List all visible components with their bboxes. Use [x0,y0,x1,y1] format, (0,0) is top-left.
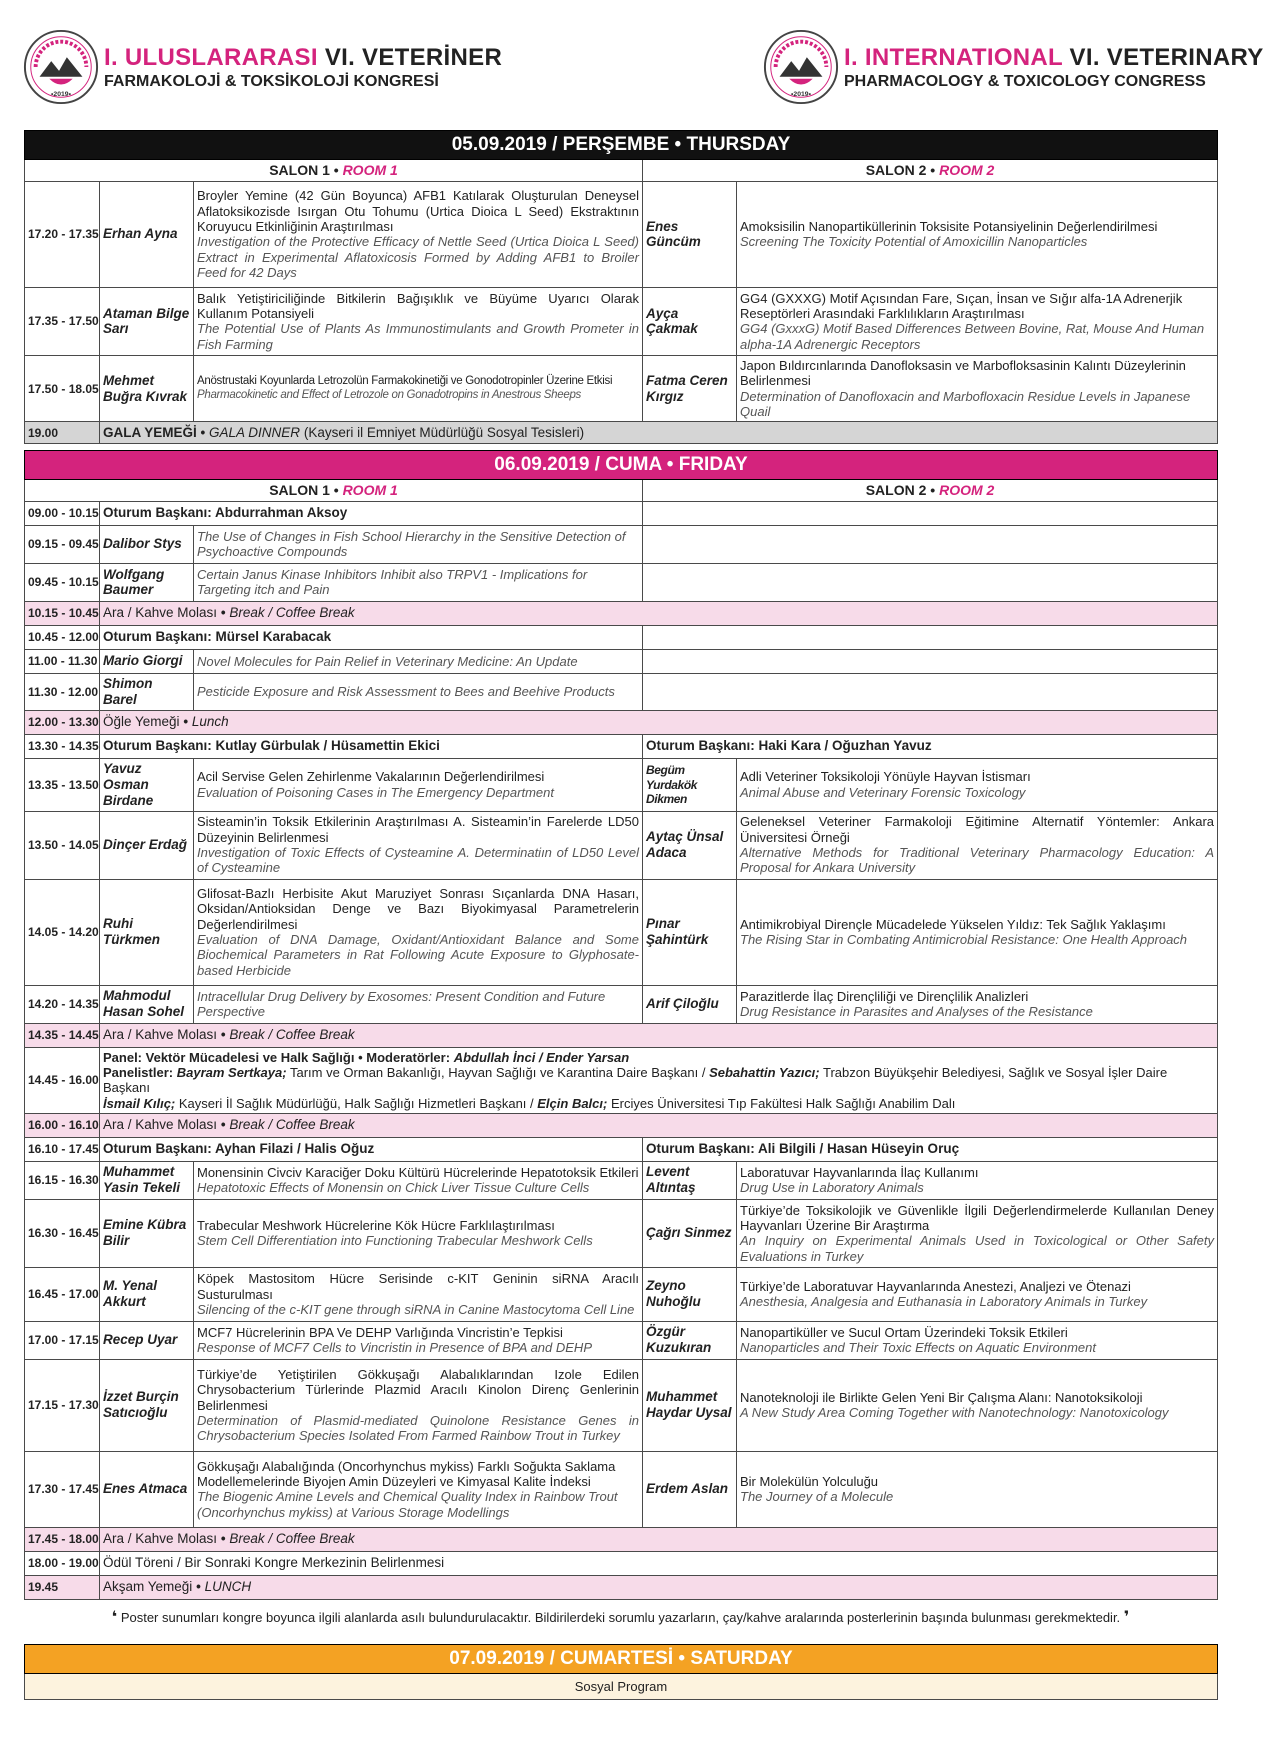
text-span: GG4 (GxxxG) Motif Based Differences Between Bovine, Rat, Mouse And Human alpha-1A Adrenergic Receptors [740,321,1205,352]
text-span: Elçin Balcı; [537,1095,608,1111]
table-cell: 13.50 - 14.05 [25,811,100,879]
day2-title: 06.09.2019 / CUMA • FRIDAY [25,451,1218,480]
gala-dinner-row [25,422,1218,444]
table-cell: 16.30 - 16.45 [25,1199,100,1267]
text-span: Erciyes Üniversitesi Tıp Fakültesi Halk Sağlığı Anabilim Dalı [610,1095,956,1111]
text-span: Alternative Methods for Traditional Veterinary Pharmacology Education: A Proposal for Ankara University [740,845,1215,876]
text-span: An Inquiry on Experimental Animals Used in Toxicological or Other Safety Evaluations in Turkey [740,1233,1215,1264]
text-span: Hepatotoxic Effects of Monensin on Chick Liver Tissue Culture Cells [197,1180,590,1196]
text-span: Ara / Kahve Molası [103,1531,218,1547]
table-cell: Aytaç Ünsal Adaca [643,811,737,879]
text-span: Bir Molekülün Yolculuğu [740,1474,879,1490]
session-time: 17.20 - 17.35 [25,181,100,287]
table-cell [737,758,1218,811]
table-row [25,1321,1218,1359]
text-span: Break / Coffee Break [229,1117,355,1133]
table-cell [194,1161,643,1199]
table-cell: 17.45 - 18.00 [25,1527,100,1551]
table-cell: Shimon Barel [100,673,194,710]
text-span: Anesthesia, Analgesia and Euthanasia in Laboratory Animals in Turkey [740,1294,1148,1310]
table-row [25,181,1218,287]
text-span: SALON 1 [269,482,330,499]
congress-logo-left [22,28,100,106]
text-span: MCF7 Hücrelerinin BPA Ve DEHP Varlığında Vincristin’e Tepkisi [197,1325,563,1341]
table-cell: Muhammet Haydar Uysal [643,1359,737,1451]
text-span: Ara / Kahve Molası [103,1027,218,1043]
session-time: 17.50 - 18.05 [25,355,100,421]
table-cell: Oturum Başkanı: Ayhan Filazi / Halis Oğuz [100,1137,643,1161]
day3-schedule-table [24,1644,1218,1700]
lunch-row [25,710,1218,734]
text-span: • [220,1027,226,1043]
text-span: Gökkuşağı Alabalığında (Oncorhynchus mykiss) Farklı Soğukta Saklama Modellemelerinde Biyojen Amin Düzeyleri ve Kimyasal Kalite İndeksi [197,1458,616,1490]
table-row [25,758,1218,811]
panel-row [25,1047,1218,1113]
congress-title-tr [104,44,502,92]
text-span: Tarım ve Orman Bakanlığı, Hayvan Sağlığı ve Karantina Daire Başkanı / [289,1064,706,1080]
table-cell [643,649,1218,673]
table-cell: 17.30 - 17.45 [25,1451,100,1527]
table-cell: 11.00 - 11.30 [25,649,100,673]
coffee-break-row [25,1023,1218,1047]
table-cell: Çağrı Sinmez [643,1199,737,1267]
table-cell: Oturum Başkanı: Kutlay Gürbulak / Hüsamettin Ekici [100,734,643,758]
text-span: • [200,424,206,440]
table-cell: İzzet Burçin Satıcıoğlu [100,1359,194,1451]
table-cell [100,601,1218,625]
table-cell: Arif Çiloğlu [643,985,737,1023]
day1-schedule-table [24,130,1218,444]
speaker-name: Fatma Ceren Kırgız [643,355,737,421]
open-quote: ❛ [111,1609,118,1626]
table-row [25,985,1218,1023]
table-cell: 14.35 - 14.45 [25,1023,100,1047]
table-cell [643,673,1218,710]
text-span: • [220,605,226,621]
table-row [25,1267,1218,1321]
table-cell [100,710,1218,734]
speaker-name: Ayça Çakmak [643,287,737,355]
talk-title [737,181,1218,287]
text-span: Ara / Kahve Molası [103,605,218,621]
text-span: The Rising Star in Combating Antimicrobial Resistance: One Health Approach [740,932,1188,948]
table-row [25,451,1218,480]
text-span: Türkiye’de Toksikolojik ve Güvenlikle İlgili Değerlendirmelerde Kullanılan Deney Hayvanları Üzerine Bir Araştırma [740,1202,1215,1234]
text-span: The Use of Changes in Fish School Hierarchy in the Sensitive Detection of Psychoactive Compounds [197,529,626,560]
table-row [25,287,1218,355]
coffee-break-row [25,1113,1218,1137]
table-row [25,1359,1218,1451]
table-row [25,1199,1218,1267]
text-span: Sebahattin Yazıcı; [709,1064,820,1080]
text-span: • [329,162,343,179]
text-span: Monensinin Civciv Karaciğer Doku Kültürü Hücrelerinde Hepatotoksik Etkileri [197,1165,639,1181]
talk-title [194,287,643,355]
text-span: Glifosat-Bazlı Herbisite Akut Maruziyet Sonrası Sıçanlarda DNA Hasarı, Oksidan/Antioksidan Denge ve Bazı Biyokimyasal Parametrelerin Değerlendirilmesi [197,886,639,932]
table-row [25,673,1218,710]
text-span: • [926,482,940,499]
table-cell: 18.00 - 19.00 [25,1551,100,1575]
text-span: • [183,714,189,730]
text-span: Lunch [191,714,229,730]
text-span: • [220,1117,226,1133]
table-cell: Mario Giorgi [100,649,194,673]
text-span: Certain Janus Kinase Inhibitors Inhibit also TRPV1 - Implications for Targeting itch and Pain [197,567,588,598]
table-cell [194,1359,643,1451]
table-cell [194,525,643,563]
text-span: Novel Molecules for Pain Relief in Veterinary Medicine: An Update [197,653,578,669]
close-quote: ❜ [1123,1609,1130,1626]
title-tr-accent: I. ULUSLARARASI [104,44,318,71]
text-span: Parazitlerde İlaç Dirençliliği ve Dirençlilik Analizleri [740,988,1029,1004]
table-cell: 16.00 - 16.10 [25,1113,100,1137]
text-span: Köpek Mastositom Hücre Serisinde c-KIT Geninin siRNA Aracılı Susturulması [197,1271,639,1302]
table-cell [100,1113,1218,1137]
table-row [25,879,1218,985]
table-row [25,811,1218,879]
text-span: Sisteamin’in Toksik Etkilerinin Araştırılması A. Sisteamin’in Farelerde LD50 Düzeyinin Belirlenmesi [197,814,639,845]
table-cell: Levent Altıntaş [643,1161,737,1199]
text-span: Investigation of the Protective Efficacy of Nettle Seed (Urtica Dioica L Seed) Extract in Experimental Aflatoxicosis Formed by Adding AFB1 to Broiler Feed for 42 Days [197,234,639,281]
subtitle-en: PHARMACOLOGY & TOXICOLOGY CONGRESS [844,73,1206,91]
table-cell: Muhammet Yasin Tekeli [100,1161,194,1199]
table-cell: 09.00 - 10.15 [25,501,100,525]
table-cell: Begüm Yurdakök Dikmen [643,758,737,811]
table-cell [737,879,1218,985]
table-cell: Oturum Başkanı: Abdurrahman Aksoy [100,501,643,525]
poster-note-text: Poster sunumları kongre boyunca ilgili alanlarda asılı bulundurulacaktır. Bildirilerdeki sorumlu yazarların, çay/kahve aralarında posterlerinin başında bulunması gerekmektedir. [120,1610,1121,1625]
title-en-accent: I. INTERNATIONAL [844,44,1063,71]
text-span: Türkiye’de Laboratuvar Hayvanlarında Anestezi, Analjezi ve Ötenazi [740,1279,1131,1295]
session-chair-row [25,1137,1218,1161]
speaker-name: Ataman Bilge Sarı [100,287,194,355]
table-cell: 10.45 - 12.00 [25,625,100,649]
text-span: İsmail Kılıç; [103,1095,176,1111]
text-span: Determination of Danofloxacin and Marbofloxacin Residue Levels in Japanese Quail [740,388,1191,419]
text-span: Pharmacokinetic and Effect of Letrozole on Gonadotropins in Anestrous Sheeps [197,388,581,401]
session-chair-row [25,625,1218,649]
text-span: GALA YEMEĞİ [103,424,197,440]
table-cell [737,985,1218,1023]
table-cell: Recep Uyar [100,1321,194,1359]
table-cell: Yavuz Osman Birdane [100,758,194,811]
text-span: Balık Yetiştiriciliğinde Bitkilerin Bağışıklık ve Büyüme Uyarıcı Olarak Kullanım Potansiyeli [197,290,639,322]
text-span: Nanoparticles and Their Toxic Effects on Aquatic Environment [740,1340,1096,1356]
text-span: GG4 (GXXXG) Motif Açısından Fare, Sıçan, İnsan ve Sığır alfa-1A Adrenerjik Reseptörleri Arasındaki Farklılıkların Araştırılması [740,290,1183,322]
text-span: Türkiye’de Yetiştirilen Gökkuşağı Alabalıklarından Izole Edilen Chrysobacterium Türlerinde Plazmid Aracılı Kinolon Direnç Genlerinin Belirlenmesi [197,1367,639,1413]
table-cell: 16.10 - 17.45 [25,1137,100,1161]
text-span: Kayseri İl Sağlık Müdürlüğü, Halk Sağlığı Hizmetleri Başkanı / [178,1095,534,1111]
text-span: A New Study Area Coming Together with Nanotechnology: Nanotoxicology [740,1405,1169,1421]
table-row [25,160,1218,182]
table-cell: 17.00 - 17.15 [25,1321,100,1359]
session-time: 17.35 - 17.50 [25,287,100,355]
table-cell: 14.20 - 14.35 [25,985,100,1023]
table-cell: Dinçer Erdağ [100,811,194,879]
table-cell: Dalibor Stys [100,525,194,563]
text-span: The Potential Use of Plants As Immunostimulants and Growth Prometer in Fish Farming [197,321,639,352]
table-row [25,1674,1218,1700]
table-cell: Oturum Başkanı: Haki Kara / Oğuzhan Yavuz [643,734,1218,758]
table-cell: Oturum Başkanı: Ali Bilgili / Hasan Hüseyin Oruç [643,1137,1218,1161]
table-cell: 17.15 - 17.30 [25,1359,100,1451]
text-span: • [358,1049,363,1065]
salon1-header [25,160,643,182]
table-cell: 10.15 - 10.45 [25,601,100,625]
text-span: Animal Abuse and Veterinary Forensic Toxicology [740,784,1026,800]
text-span: • [220,1531,226,1547]
text-span: GALA DINNER [209,424,301,440]
table-cell: 13.30 - 14.35 [25,734,100,758]
table-cell: 09.45 - 10.15 [25,563,100,601]
text-span: Akşam Yemeği [103,1579,193,1595]
session-chair-row [25,734,1218,758]
table-cell: 09.15 - 09.45 [25,525,100,563]
table-row [25,1645,1218,1674]
text-span: ROOM 2 [939,482,995,499]
table-cell: 12.00 - 13.30 [25,710,100,734]
text-span: SALON 2 [865,162,927,179]
speaker-name: Mehmet Buğra Kıvrak [100,355,194,421]
talk-title [737,355,1218,421]
text-span: Anöstrustaki Koyunlarda Letrozolün Farmakokinetiği ve Gonodotropinler Üzerine Etkisi [197,375,613,388]
text-span: Bayram Sertkaya; [176,1064,287,1080]
salon1-header [25,480,643,502]
table-cell [643,563,1218,601]
text-span: Öğle Yemeği [103,714,180,730]
table-cell: Ruhi Türkmen [100,879,194,985]
text-span: Determination of Plasmid-mediated Quinolone Resistance Genes in Chrysobacterium Species Isolated From Farmed Rainbow Trout in Turkey [197,1413,639,1444]
subtitle-tr: FARMAKOLOJİ & TOKSİKOLOJİ KONGRESİ [104,73,439,91]
table-cell: 19.45 [25,1575,100,1599]
table-cell [100,1047,1218,1113]
text-span: SALON 1 [269,162,330,179]
table-cell: Enes Atmaca [100,1451,194,1527]
text-span: • [196,1579,201,1595]
table-cell: 11.30 - 12.00 [25,673,100,710]
table-cell [737,1267,1218,1321]
text-span: LUNCH [204,1579,252,1595]
text-span: (Kayseri il Emniyet Müdürlüğü Sosyal Tesisleri) [303,424,585,440]
text-span: Trabzon Büyükşehir Belediyesi, Sağlık ve Sosyal İşler Daire Başkanı [103,1064,1168,1096]
table-cell: Wolfgang Baumer [100,563,194,601]
text-span: Geleneksel Veteriner Farmakoloji Eğitimine Alternatif Yöntemler: Ankara Üniversitesi Örneği [740,814,1215,845]
title-en-main: VI. VETERINARY [1069,44,1264,71]
table-cell: M. Yenal Akkurt [100,1267,194,1321]
poster-note [24,1609,1217,1628]
table-row [25,649,1218,673]
table-cell: Özgür Kuzukıran [643,1321,737,1359]
table-cell: 14.45 - 16.00 [25,1047,100,1113]
session-time: 19.00 [25,422,100,444]
text-span: Response of MCF7 Cells to Vincristin in Presence of BPA and DEHP [197,1340,592,1356]
table-cell: Mahmodul Hasan Sohel [100,985,194,1023]
speaker-name: Enes Güncüm [643,181,737,287]
text-span: ROOM 1 [342,482,398,499]
svg-text:•2019•: •2019• [791,91,811,99]
table-cell: Erdem Aslan [643,1451,737,1527]
dinner-row [25,1575,1218,1599]
session-chair-row [25,501,1218,525]
text-span: SALON 2 [865,482,927,499]
table-cell [100,1023,1218,1047]
table-cell: Pınar Şahintürk [643,879,737,985]
congress-logo-right [762,28,840,106]
text-span: ROOM 1 [342,162,398,179]
text-span: Break / Coffee Break [229,1027,355,1043]
table-cell [737,1359,1218,1451]
table-cell [194,673,643,710]
text-span: Drug Use in Laboratory Animals [740,1180,924,1196]
award-ceremony-row [25,1551,1218,1575]
table-cell [194,563,643,601]
table-cell [194,1321,643,1359]
table-row [25,563,1218,601]
text-span: Broyler Yemine (42 Gün Boyunca) AFB1 Katılarak Oluşturulan Deneysel Aflatoksikozisde Isırgan Otu Tohumu (Urtica Dioica L Seed) Ekstraktının Koruyucu Etkinliğinin Araştırılması [197,188,639,235]
table-cell [194,879,643,985]
text-span: Ara / Kahve Molası [103,1117,218,1133]
text-span: The Journey of a Molecule [740,1489,894,1505]
coffee-break-row [25,601,1218,625]
text-span: Evaluation of DNA Damage, Oxidant/Antioxidant Balance and Some Biochemical Parameters in Rat Following Acute Exposure to Glyphosate-based Herbicide [197,932,639,978]
table-row [25,355,1218,421]
text-span: Break / Coffee Break [229,1531,355,1547]
table-cell [194,985,643,1023]
day3-title: 07.09.2019 / CUMARTESİ • SATURDAY [25,1645,1218,1674]
table-cell [643,625,1218,649]
table-cell: 16.45 - 17.00 [25,1267,100,1321]
table-row [25,525,1218,563]
text-span: ROOM 2 [939,162,995,179]
text-span: Japon Bıldırcınlarında Danofloksasin ve Marbofloksasinin Kalıntı Düzeylerinin Belirlenmesi [740,357,1186,389]
text-span: Screening The Toxicity Potential of Amoxicillin Nanoparticles [740,234,1088,250]
text-span: Vektör Mücadelesi ve Halk Sağlığı [145,1049,355,1065]
table-cell: 13.35 - 13.50 [25,758,100,811]
table-cell: Zeyno Nuhoğlu [643,1267,737,1321]
table-cell [194,758,643,811]
table-cell: 14.05 - 14.20 [25,879,100,985]
table-cell: Oturum Başkanı: Mürsel Karabacak [100,625,643,649]
text-span: Stem Cell Differentiation into Functioning Trabecular Meshwork Cells [197,1233,593,1249]
text-span: Investigation of Toxic Effects of Cysteamine A. Determinatiın of LD50 Level of Cysteamine [197,845,639,876]
text-span: Evaluation of Poisoning Cases in The Emergency Department [197,784,554,800]
table-cell [194,649,643,673]
text-span: Panel: [103,1049,143,1065]
talk-title [194,181,643,287]
table-cell [737,1321,1218,1359]
text-span: Trabecular Meshwork Hücrelerine Kök Hücre Farklılaştırılması [197,1218,555,1234]
table-cell [737,1451,1218,1527]
text-span: Abdullah İnci / Ender Yarsan [453,1049,630,1065]
talk-title [737,287,1218,355]
text-span: Nanoteknoloji ile Birlikte Gelen Yeni Bir Çalışma Alanı: Nanotoksikoloji [740,1390,1143,1406]
table-cell [194,1451,643,1527]
day1-title: 05.09.2019 / PERŞEMBE • THURSDAY [25,131,1218,160]
title-tr-main: VI. VETERİNER [324,44,503,71]
table-cell [194,1199,643,1267]
table-cell: 16.15 - 16.30 [25,1161,100,1199]
speaker-name: Erhan Ayna [100,181,194,287]
table-cell [737,1161,1218,1199]
social-program: Sosyal Program [25,1674,1218,1700]
table-cell [100,422,1218,444]
page-header [0,22,1264,112]
table-cell [194,1267,643,1321]
svg-text:•2019•: •2019• [51,91,71,99]
text-span: Antimikrobiyal Dirençle Mücadelede Yükselen Yıldız: Tek Sağlık Yaklaşımı [740,916,1166,932]
table-cell [100,1527,1218,1551]
table-cell [737,811,1218,879]
text-span: • [926,162,940,179]
text-span: Moderatörler: [366,1049,451,1065]
text-span: Nanopartiküller ve Sucul Ortam Üzerindeki Toksik Etkileri [740,1325,1068,1341]
table-cell: Emine Kübra Bilir [100,1199,194,1267]
text-span: Break / Coffee Break [229,605,355,621]
salon2-header [643,160,1218,182]
table-row [25,480,1218,502]
text-span: Acil Servise Gelen Zehirlenme Vakalarının Değerlendirilmesi [197,769,545,785]
text-span: Drug Resistance in Parasites and Analyses of the Resistance [740,1004,1093,1020]
table-cell [100,1575,1218,1599]
text-span: Amoksisilin Nanopartiküllerinin Toksisite Potansiyelinin Değerlendirilmesi [740,219,1158,235]
talk-title [194,355,643,421]
day2-schedule-table [24,450,1218,1600]
text-span: Intracellular Drug Delivery by Exosomes: Present Condition and Future Perspective [197,988,606,1020]
text-span: Laboratuvar Hayvanlarında İlaç Kullanımı [740,1165,979,1181]
table-cell [643,501,1218,525]
coffee-break-row [25,1527,1218,1551]
text-span: Panelistler: [103,1064,174,1080]
congress-title-en [844,44,1264,92]
salon2-header [643,480,1218,502]
table-row [25,1161,1218,1199]
table-cell: Ödül Töreni / Bir Sonraki Kongre Merkezinin Belirlenmesi [100,1551,1218,1575]
table-row [25,1451,1218,1527]
text-span: Adli Veteriner Toksikoloji Yönüyle Hayvan İstismarı [740,769,1031,785]
table-cell [737,1199,1218,1267]
text-span: Pesticide Exposure and Risk Assessment to Bees and Beehive Products [197,684,615,700]
table-cell [643,525,1218,563]
table-cell [194,811,643,879]
text-span: • [329,482,343,499]
text-span: The Biogenic Amine Levels and Chemical Quality Index in Rainbow Trout (Oncorhynchus mykiss) at Various Storage Modellings [197,1489,618,1520]
table-row [25,131,1218,160]
text-span: Silencing of the c-KIT gene through siRNA in Canine Mastocytoma Cell Line [197,1302,635,1317]
